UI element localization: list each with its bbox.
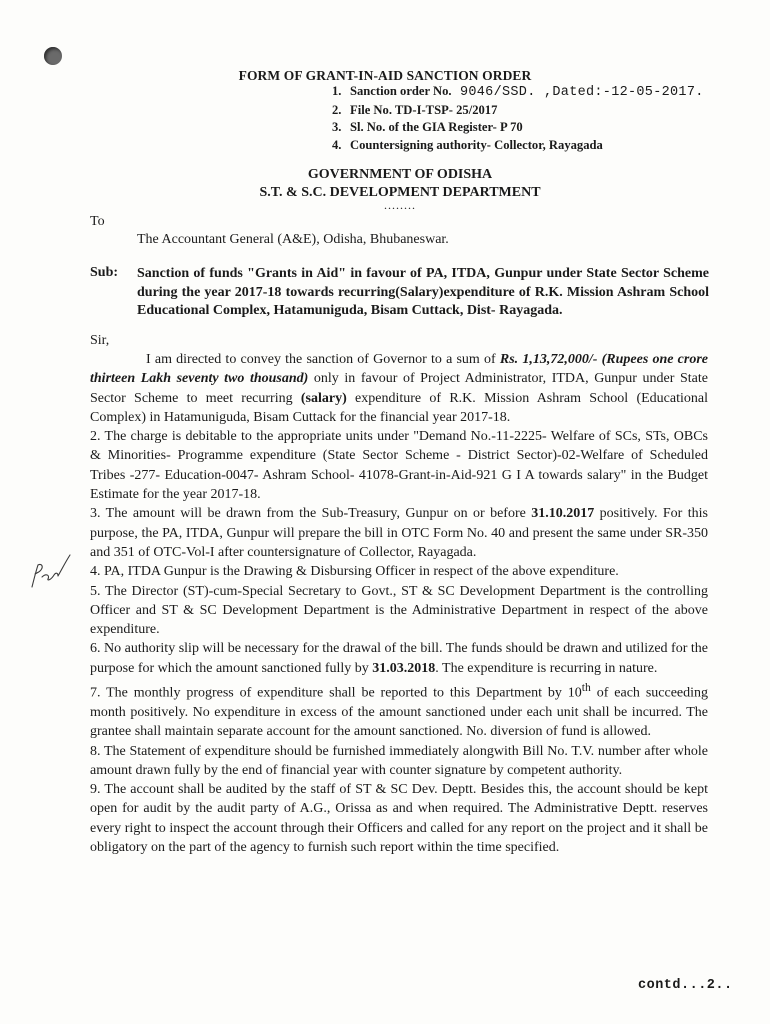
paragraph-9: 9. The account shall be audited by the staff of ST & SC Dev. Deptt. Besides this, the account should be kept open for audit by the audit party of A.G., Orissa as and when required. The Administrative Deptt. reserves every right to inspect the account through their Officers and called for any report on the project and it shall be obligatory on the part of the agency to furnish such report within the time specified. bbox=[90, 782, 708, 856]
handwritten-initials-signature bbox=[28, 553, 72, 593]
paragraph-3: 3. The amount will be drawn from the Sub-Treasury, Gunpur on or before 31.10.2017 positively. For this purpose, the PA, ITDA, Gunpur will prepare the bill in OTC Form No. 40 and present the same under SR-350 and 351 of OTC-Vol-I after countersignature of Collector, Rayagada. bbox=[90, 506, 708, 560]
department-heading: S.T. & S.C. DEVELOPMENT DEPARTMENT bbox=[259, 185, 541, 200]
heading-separator: ........ bbox=[384, 198, 416, 212]
meta-item-sanction-order: 1. Sanction order No. 9046/SSD. ,Dated:-12-05-2017. bbox=[332, 84, 704, 100]
paragraph-1: I am directed to convey the sanction of Governor to a sum of Rs. 1,13,72,000/- (Rupees one crore thirteen Lakh seventy two thousand) only in favour of Project Administrator, ITDA, Gunpur under State Sector Scheme to meet recurring (salary) expenditure of R.K. Mission Ashram School (Educational Complex) in Hatamuniguda, Bisam Cuttack for the financial year 2017-18. bbox=[90, 352, 709, 425]
form-title: FORM OF GRANT-IN-AID SANCTION ORDER bbox=[238, 68, 532, 83]
meta-item-countersigning: 4. Countersigning authority- Collector, Rayagada bbox=[332, 137, 603, 152]
addressee: The Accountant General (A&E), Odisha, Bhubaneswar. bbox=[137, 232, 449, 247]
to-label: To bbox=[90, 214, 105, 229]
continued-marker: contd...2.. bbox=[638, 978, 733, 993]
punch-hole bbox=[44, 47, 62, 65]
paragraph-7: 7. The monthly progress of expenditure shall be reported to this Department by 10th of each succeeding month positively. No expenditure in excess of the amount sanctioned under each unit shall be incurred. The grantee shall maintain separate account for the amount sanctioned. No. diversion of fund is allowed. bbox=[90, 681, 709, 740]
government-heading: GOVERNMENT OF ODISHA bbox=[307, 167, 493, 182]
order-meta-list bbox=[332, 83, 704, 154]
subject-text: Sanction of funds "Grants in Aid" in favour of PA, ITDA, Gunpur under State Sector Scheme during the year 2017-18 towards recurring(Salary)expenditure of R.K. Mission Ashram School Educational Complex, Hatamuniguda, Bisam Cuttack, Dist- Rayagada. bbox=[137, 266, 709, 318]
amount-in-words: (Rupees one crore thirteen Lakh seventy two thousand) bbox=[90, 352, 709, 387]
sanction-order-number: 9046/SSD. ,Dated:-12-05-2017. bbox=[451, 85, 704, 100]
utilization-deadline: 31.03.2018 bbox=[372, 660, 436, 676]
paragraph-4: 4. PA, ITDA Gunpur is the Drawing & Disbursing Officer in respect of the above expenditure. bbox=[90, 564, 619, 580]
drawal-deadline: 31.10.2017 bbox=[531, 506, 595, 522]
sanction-amount: Rs. 1,13,72,000/- bbox=[499, 352, 598, 367]
meta-item-register: 3. Sl. No. of the GIA Register- P 70 bbox=[332, 120, 523, 134]
letter-body bbox=[90, 350, 708, 857]
paragraph-2: 2. The charge is debitable to the appropriate units under "Demand No.-11-2225- Welfare of SCs, STs, OBCs & Minorities- Programme expenditure (State Sector Scheme - District Sector)-02-Welfare of Scheduled Tribes -277- Education-0047- Ashram School- 41078-Grant-in-Aid-921 G I A towards salary" in the Budget Estimate for the year 2017-18. bbox=[90, 429, 708, 503]
paragraph-6: 6. No authority slip will be necessary for the drawal of the bill. The funds should be drawn and utilized for the purpose for which the amount sanctioned fully by 31.03.2018. The expenditure is recurring in nature. bbox=[90, 641, 708, 676]
salutation: Sir, bbox=[90, 333, 110, 348]
subject-label: Sub: bbox=[90, 265, 119, 280]
paragraph-5: 5. The Director (ST)-cum-Special Secretary to Govt., ST & SC Development Department is the controlling Officer and ST & SC Development Department is the Administrative Department in respect of the above expenditure. bbox=[90, 583, 708, 638]
paragraph-8: 8. The Statement of expenditure should be furnished immediately alongwith Bill No. T.V. number after whole amount drawn fully by the end of financial year with counter signature by competent authority. bbox=[90, 743, 708, 778]
meta-item-file-no: 2. File No. TD-I-TSP- 25/2017 bbox=[332, 102, 498, 117]
